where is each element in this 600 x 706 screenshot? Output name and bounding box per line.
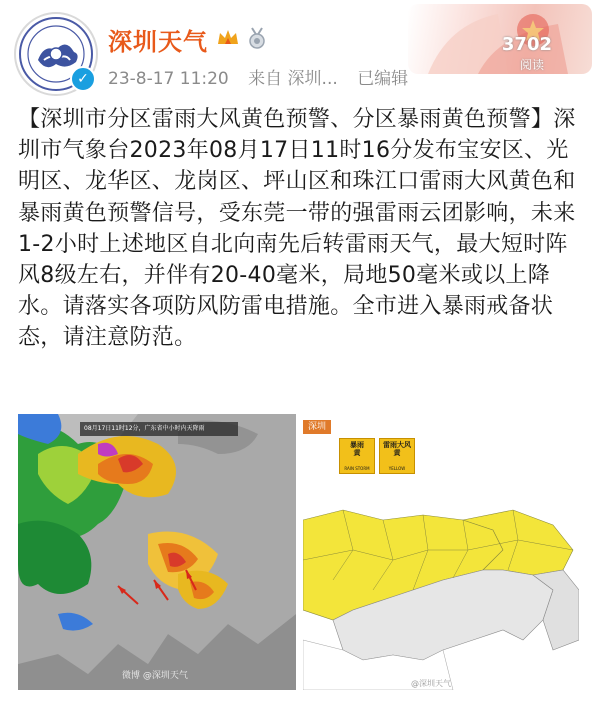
post-meta <box>108 64 422 89</box>
map-watermark: @深圳天气 <box>411 679 451 688</box>
crown-badge-icon[interactable] <box>216 26 240 50</box>
radar-map-graphic <box>18 414 296 690</box>
thunderstorm-wind-warning-icon: 雷雨大风 黄 YELLOW <box>379 438 415 474</box>
map-header <box>303 414 579 490</box>
rainstorm-warning-icon: 暴雨 黄 RAIN STORM <box>339 438 375 474</box>
warning-map-image[interactable] <box>303 414 579 690</box>
edited-label[interactable]: 已编辑 <box>357 69 409 89</box>
post-timestamp: 23-8-17 11:20 <box>108 69 229 89</box>
post-body: 【深圳市分区雷雨大风黄色预警、分区暴雨黄色预警】深圳市气象台2023年08月17日11时16分发布宝安区、光明区、龙华区、龙岗区、坪山区和珠江口雷雨大风黄色和暴雨黄色预警信号，受东莞一带的强雷雨云团影响，未来1-2小时上述地区自北向南先后转雷雨天气，最大短时阵风8级左右，并伴有20-40毫米，局地50毫米或以上降水。请落实各项防风防雷电措施。全市进入暴雨戒备状态，请注意防范。 <box>18 107 576 351</box>
map-city-tag: 深圳 <box>303 420 331 434</box>
district-map-graphic <box>303 490 579 690</box>
views-label: 阅读 <box>519 58 544 72</box>
verified-icon: ✓ <box>70 66 96 92</box>
radar-caption: 08月17日11时12分，广东省中小时内天降雨 <box>80 422 238 436</box>
flag-emblem-icon <box>408 4 592 74</box>
radar-image[interactable] <box>18 414 296 690</box>
views-count: 3702 <box>501 34 552 55</box>
radar-watermark: 微博 @深圳天气 <box>122 671 188 681</box>
post-source[interactable]: 来自 深圳... <box>248 69 338 89</box>
author-name[interactable]: 深圳天气 <box>108 28 208 56</box>
views-card <box>408 4 592 74</box>
post-header <box>0 0 600 100</box>
medal-badge-icon[interactable] <box>246 26 268 50</box>
